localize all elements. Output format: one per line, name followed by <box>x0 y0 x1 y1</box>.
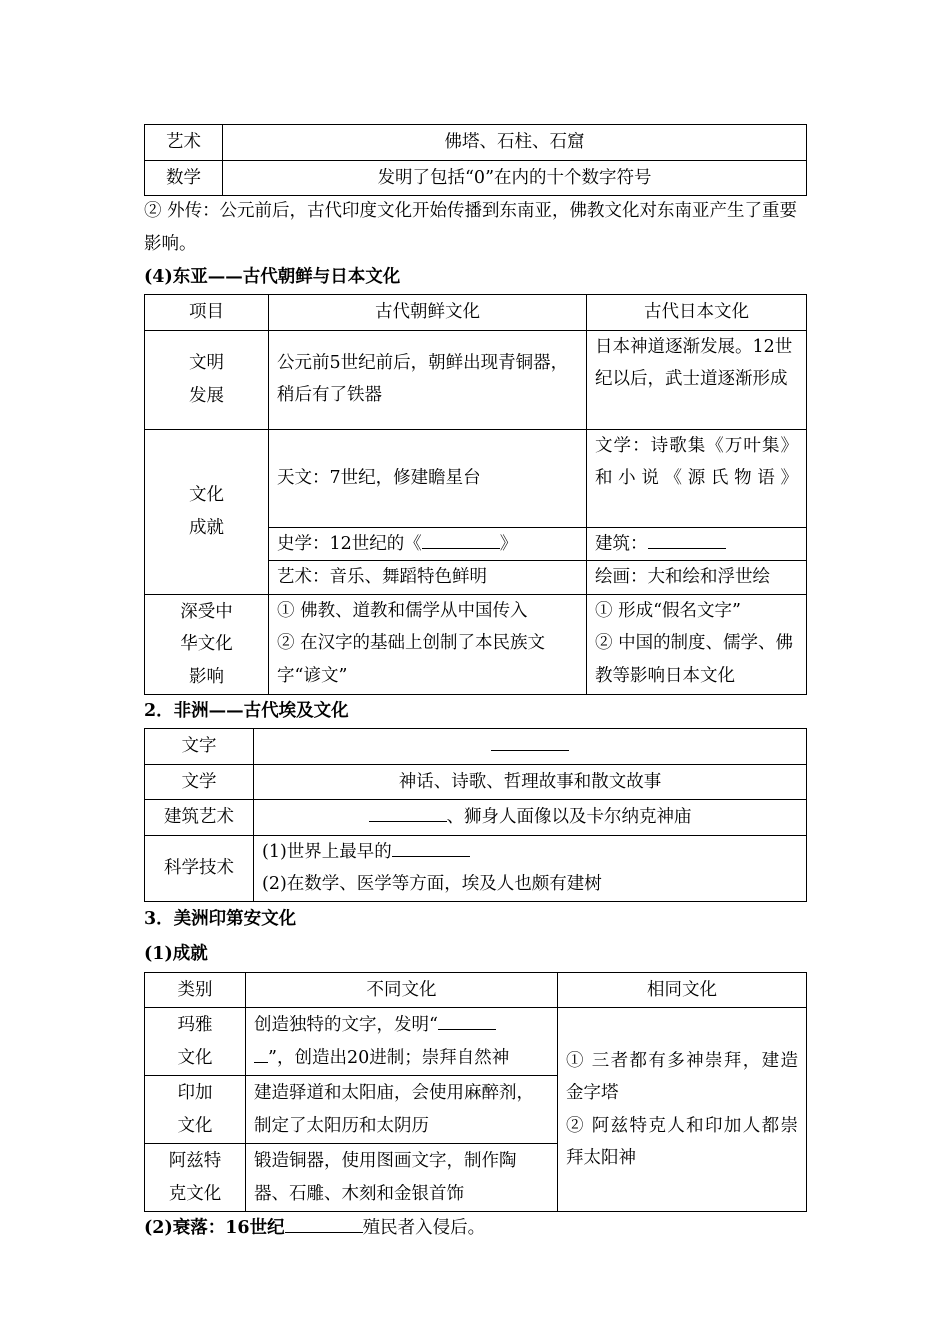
section-heading-america: 3．美洲印第安文化 <box>144 908 297 929</box>
korea-influence <box>269 594 587 695</box>
japan-influence-1: ① 形成“假名文字” <box>595 600 741 621</box>
east-asia-table <box>144 294 807 695</box>
column-header: 相同文化 <box>558 972 807 1008</box>
japan-influence <box>587 594 807 695</box>
row-label-text: 玛雅文化 <box>177 1015 213 1068</box>
section-heading-africa: 2．非洲——古代埃及文化 <box>144 701 349 721</box>
inca-content: 建造驿道和太阳庙，会使用麻醉剂，制定了太阳历和太阴历 <box>246 1076 558 1144</box>
common-culture-2: ② 阿兹特克人和印加人都崇拜太阳神 <box>566 1115 798 1168</box>
japan-architecture <box>587 527 807 561</box>
row-label <box>145 330 269 429</box>
history-blank <box>422 528 500 549</box>
egypt-table <box>144 728 807 902</box>
maya-text-b: ”，创造出20进制；崇拜自然神 <box>268 1047 510 1068</box>
column-header: 不同文化 <box>246 972 558 1008</box>
row-content <box>254 835 807 901</box>
section-heading-east-asia: (4)东亚——古代朝鲜与日本文化 <box>144 267 401 287</box>
korea-astronomy: 天文：7世纪，修建瞻星台 <box>269 429 587 527</box>
table-row <box>145 764 807 800</box>
table-row <box>145 160 807 196</box>
row-content: 发明了包括“0”在内的十个数字符号 <box>223 160 807 196</box>
maya-content <box>246 1008 558 1076</box>
row-label: 建筑艺术 <box>145 800 254 836</box>
table-row <box>145 429 807 527</box>
maya-text-a: 创造独特的文字，发明“ <box>254 1015 438 1035</box>
decline-line <box>144 1212 807 1245</box>
row-label: 文学 <box>145 764 254 800</box>
row-label: 文字 <box>145 729 254 765</box>
history-suffix: 》 <box>499 533 518 554</box>
row-label-text: 阿兹特克文化 <box>168 1151 222 1204</box>
row-label <box>145 594 269 695</box>
korea-history <box>269 527 587 561</box>
row-content: 佛塔、石柱、石窟 <box>223 125 807 161</box>
table-header-row <box>145 972 807 1008</box>
table-row <box>145 835 807 901</box>
row-content: 神话、诗歌、哲理故事和散文故事 <box>254 764 807 800</box>
table-row <box>145 594 807 695</box>
document-page <box>144 124 807 1245</box>
row-content <box>254 729 807 765</box>
maya-blank-a <box>438 1009 496 1030</box>
column-header: 类别 <box>145 972 246 1008</box>
row-label-text: 文明发展 <box>189 353 224 406</box>
architecture-text: 、狮身人面像以及卡尔纳克神庙 <box>446 807 692 827</box>
column-header: 古代朝鲜文化 <box>269 295 587 331</box>
science-line-1-text: (1)世界上最早的 <box>262 841 392 862</box>
row-label <box>145 429 269 594</box>
architecture-blank <box>369 801 447 822</box>
decline-suffix: 殖民者入侵后。 <box>362 1218 486 1238</box>
table-header-row <box>145 295 807 331</box>
table-row <box>145 125 807 161</box>
table-row <box>145 729 807 765</box>
table-row <box>145 1008 807 1076</box>
row-label-text: 印加文化 <box>177 1083 213 1136</box>
row-content <box>254 800 807 836</box>
japan-literature: 文学：诗歌集《万叶集》和小说《源氏物语》 <box>587 429 807 527</box>
science-line-2: (2)在数学、医学等方面，埃及人也颇有建树 <box>262 874 602 894</box>
subheading-achievements: (1)成就 <box>144 943 208 964</box>
common-culture-1: ① 三者都有多神崇拜，建造金字塔 <box>566 1050 798 1103</box>
row-label: 数学 <box>145 160 223 196</box>
americas-table <box>144 972 807 1213</box>
row-label-text: 深受中华文化影响 <box>180 601 233 687</box>
japan-civilization: 日本神道逐渐发展。12世纪以后，武士道逐渐形成 <box>587 330 807 429</box>
decline-blank <box>285 1212 363 1233</box>
common-culture <box>558 1008 807 1212</box>
japan-influence-2: ② 中国的制度、儒学、佛教等影响日本文化 <box>595 633 794 686</box>
maya-blank-b <box>254 1042 268 1063</box>
korea-art: 艺术：音乐、舞蹈特色鲜明 <box>269 561 587 595</box>
decline-prefix: (2)衰落：16世纪 <box>144 1218 285 1238</box>
korea-civilization: 公元前5世纪前后，朝鲜出现青铜器，稍后有了铁器 <box>269 330 587 429</box>
column-header: 古代日本文化 <box>587 295 807 331</box>
writing-blank <box>491 730 569 751</box>
row-label: 艺术 <box>145 125 223 161</box>
korea-influence-2: ② 在汉字的基础上创制了本民族文字“谚文” <box>277 633 546 686</box>
table-row <box>145 800 807 836</box>
india-culture-table <box>144 124 807 196</box>
science-line-1 <box>262 836 798 869</box>
architecture-blank <box>648 528 726 549</box>
korea-influence-1: ① 佛教、道教和儒学从中国传入 <box>277 600 528 621</box>
table-row <box>145 330 807 429</box>
row-label: 科学技术 <box>145 835 254 901</box>
row-label <box>145 1008 246 1076</box>
row-label <box>145 1144 246 1212</box>
row-label <box>145 1076 246 1144</box>
architecture-prefix: 建筑： <box>595 533 648 554</box>
history-prefix: 史学：12世纪的《 <box>277 533 422 554</box>
spread-paragraph: ② 外传：公元前后，古代印度文化开始传播到东南亚，佛教文化对东南亚产生了重要影响。 <box>144 201 798 254</box>
column-header: 项目 <box>145 295 269 331</box>
aztec-content: 锻造铜器，使用图画文字，制作陶器、石雕、木刻和金银首饰 <box>246 1144 558 1212</box>
row-label-text: 文化成就 <box>189 485 224 538</box>
science-blank <box>392 836 470 857</box>
japan-painting: 绘画：大和绘和浮世绘 <box>587 561 807 595</box>
